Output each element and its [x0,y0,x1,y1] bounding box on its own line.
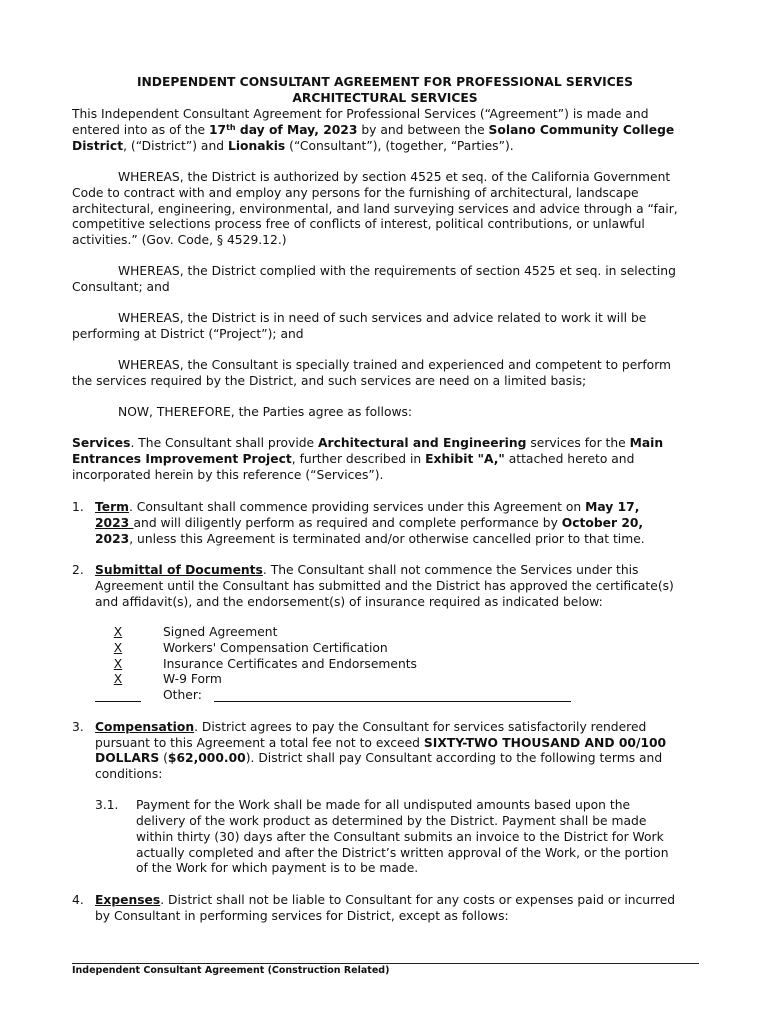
whereas-1-line-2: Code to contract with and employ any persons for the furnishing of architectural, landscape [72,186,639,200]
intro-line-1: This Independent Consultant Agreement for Professional Services (“Agreement”) is made and [72,107,649,121]
expenses-line-2: by Consultant in performing services for District, except as follows: [95,909,509,923]
submittal-line-2: Agreement until the Consultant has submitted and the District has approved the certificate(s) [95,579,674,593]
compensation-line-3: DOLLARS ($62,000.00). District shall pay Consultant according to the following terms and [95,751,663,765]
whereas-1-line-5: activities.” (Gov. Code, § 4529.12.) [72,233,287,247]
term-line-3: 2023, unless this Agreement is terminated and/or otherwise cancelled prior to that time. [95,532,645,546]
checklist-mark-workers-comp[interactable]: X [113,641,123,655]
whereas-3-line-2: performing at District (“Project”); and [72,327,304,341]
checklist-mark-w9[interactable]: X [113,672,123,686]
term-line-1: Term. Consultant shall commence providing services under this Agreement on May 17, [95,500,640,514]
checklist-label-insurance: Insurance Certificates and Endorsements [163,657,417,671]
services-line-2: Entrances Improvement Project, further described in Exhibit "A," attached hereto and [72,452,635,466]
compensation-number: 3. [72,720,84,734]
whereas-1-line-1: WHEREAS, the District is authorized by section 4525 et seq. of the California Government [118,170,671,184]
term-number: 1. [72,500,84,514]
compensation-line-4: conditions: [95,767,163,781]
compensation-line-1: Compensation. District agrees to pay the Consultant for services satisfactorily rendered [95,720,647,734]
whereas-2-line-2: Consultant; and [72,280,170,294]
term-line-2: 2023 and will diligently perform as required and complete performance by October 20, [95,516,644,530]
expenses-number: 4. [72,893,84,907]
other-fill-line[interactable] [214,701,571,702]
footer-label: Independent Consultant Agreement (Construction Related) [72,965,390,976]
whereas-3-line-1: WHEREAS, the District is in need of such services and advice related to work it will be [118,311,647,325]
compensation-sub-number: 3.1. [95,798,119,812]
intro-line-2: entered into as of the 17th day of May, 2023 by and between the Solano Community College [72,123,675,137]
checklist-label-workers-comp: Workers' Compensation Certification [163,641,388,655]
checklist-label-other: Other: [163,688,202,702]
services-line-3: incorporated herein by this reference (“Services”). [72,468,384,482]
whereas-4-line-2: the services required by the District, and such services are need on a limited basis; [72,374,587,388]
checklist-mark-other[interactable] [95,688,141,702]
compensation-sub-line-4: actually completed and after the District’s written approval of the Work, or the portion [136,846,669,860]
checklist-mark-insurance[interactable]: X [113,657,123,671]
document-title: INDEPENDENT CONSULTANT AGREEMENT FOR PROFESSIONAL SERVICES [136,75,634,89]
compensation-sub-line-5: of the Work for which payment is to be made. [136,861,419,875]
services-line-1: Services. The Consultant shall provide Architectural and Engineering services for the Main [72,436,664,450]
submittal-line-1: Submittal of Documents. The Consultant shall not commence the Services under this [95,563,639,577]
intro-line-3: District, (“District”) and Lionakis (“Consultant”), (together, “Parties”). [72,139,514,153]
submittal-line-3: and affidavit(s), and the endorsement(s) of insurance required as indicated below: [95,595,603,609]
checklist-mark-signed-agreement[interactable]: X [113,625,123,639]
compensation-sub-line-3: within thirty (30) days after the Consultant submits an invoice to the District for Work [136,830,664,844]
whereas-1-line-4: competitive selections process free of conflicts of interest, political contributions, or unlawful [72,217,645,231]
checklist-label-w9: W-9 Form [163,672,222,686]
compensation-line-2: pursuant to this Agreement a total fee not to exceed SIXTY-TWO THOUSAND AND 00/100 [95,736,667,750]
footer-divider [72,963,699,964]
expenses-line-1: Expenses. District shall not be liable to Consultant for any costs or expenses paid or incurred [95,893,676,907]
submittal-number: 2. [72,563,84,577]
compensation-sub-line-1: Payment for the Work shall be made for all undisputed amounts based upon the [136,798,631,812]
whereas-1-line-3: architectural, engineering, environmental, and land surveying services and advice through a “fair, [72,202,678,216]
checklist-label-signed-agreement: Signed Agreement [163,625,278,639]
compensation-sub-line-2: delivery of the work product as determined by the District. Payment shall be made [136,814,647,828]
now-therefore: NOW, THEREFORE, the Parties agree as follows: [118,405,413,419]
whereas-2-line-1: WHEREAS, the District complied with the requirements of section 4525 et seq. in selecting [118,264,676,278]
whereas-4-line-1: WHEREAS, the Consultant is specially trained and experienced and competent to perform [118,358,672,372]
document-subtitle: ARCHITECTURAL SERVICES [292,91,478,105]
